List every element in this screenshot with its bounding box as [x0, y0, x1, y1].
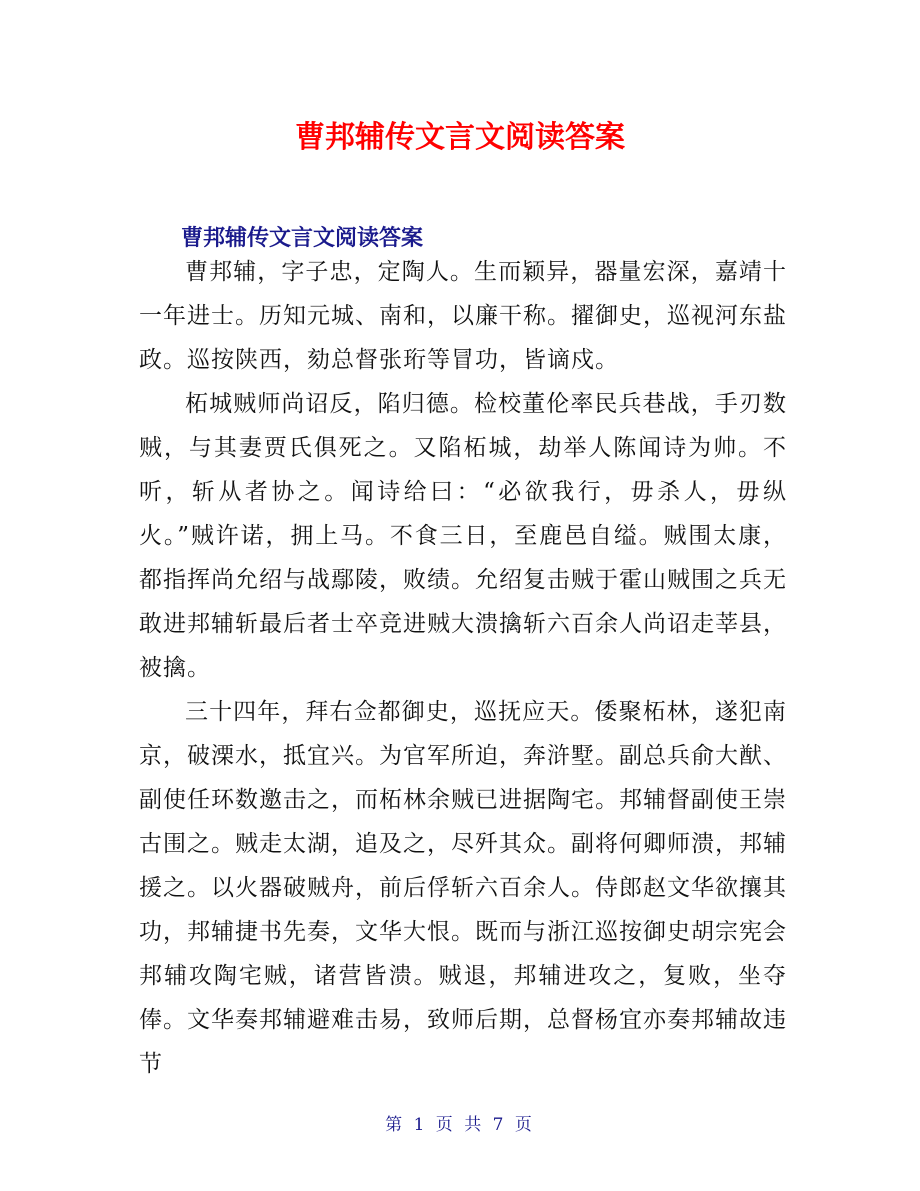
paragraph-3: 三十四年，拜右佥都御史，巡抚应天。倭聚柘林，遂犯南京，破溧水，抵宜兴。为官军所迫，奔浒墅。副总兵俞大猷、副使任环数邀击之，而柘林余贼已进据陶宅。邦辅督副使王崇古围之。贼走太湖，追及之，尽歼其众。副将何卿师溃，邦辅援之。以火器破贼舟，前后俘斩六百余人。侍郎赵文华欲攘其功，邦辅捷书先奏，文华大恨。既而与浙江巡按御史胡宗宪会邦辅攻陶宅贼，诸营皆溃。贼退，邦辅进攻之，复败，坐夺俸。文华奏邦辅避难击易，致师后期，总督杨宜亦奏邦辅故违节: [139, 699, 787, 1077]
page-number-footer: 第 1 页 共 7 页: [385, 1115, 535, 1135]
document-title: 曹邦辅传文言文阅读答案: [295, 120, 625, 155]
article-body: [139, 250, 787, 1086]
section-heading: 曹邦辅传文言文阅读答案: [181, 226, 424, 251]
paragraph-2: 柘城贼师尚诏反，陷归德。检校董伦率民兵巷战，手刃数贼，与其妻贾氏俱死之。又陷柘城，劫举人陈闻诗为帅。不听，斩从者协之。闻诗给曰：“必欲我行，毋杀人，毋纵火。”贼许诺，拥上马。不食三日，至鹿邑自缢。贼围太康，都指挥尚允绍与战鄢陵，败绩。允绍复击贼于霍山贼围之兵无敢进邦辅斩最后者士卒竞进贼大溃擒斩六百余人尚诏走莘县，被擒。: [139, 391, 787, 681]
paragraph-1: 曹邦辅，字子忠，定陶人。生而颖异，器量宏深，嘉靖十一年进士。历知元城、南和，以廉干称。擢御史，巡视河东盐政。巡按陕西，劾总督张珩等冒功，皆谪戍。: [139, 259, 787, 373]
